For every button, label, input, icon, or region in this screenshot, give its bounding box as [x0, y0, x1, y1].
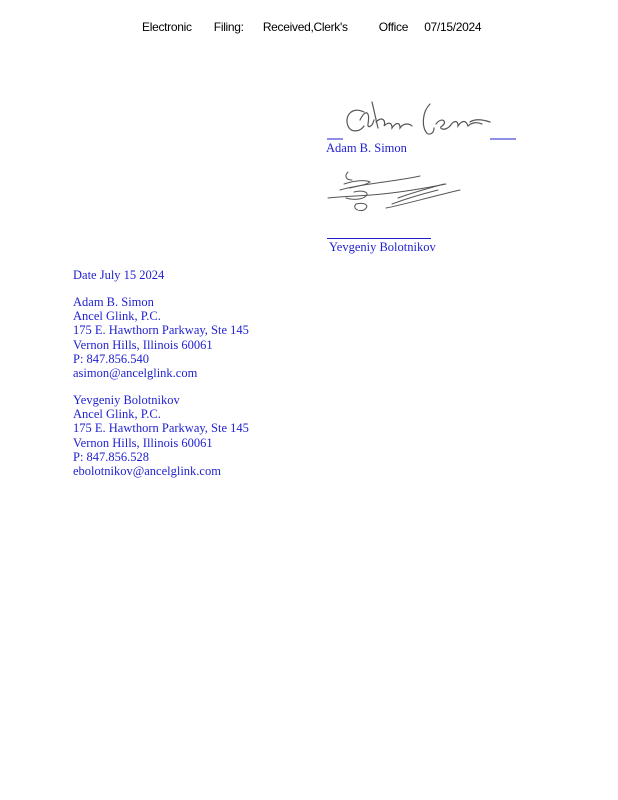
signature-adam-simon — [326, 98, 518, 142]
contact-phone: P: 847.856.528 — [73, 449, 150, 464]
stamp-word-office: Office — [378, 20, 409, 34]
filing-stamp — [142, 20, 481, 34]
signature-line-bolotnikov — [327, 238, 431, 239]
stamp-word-filing: Filing: — [213, 20, 244, 34]
contact-phone: P: 847.856.540 — [73, 351, 150, 366]
contact-block-adam-simon — [73, 295, 249, 380]
contact-city: Vernon Hills, Illinois 60061 — [73, 337, 213, 352]
signature-name-adam-simon: Adam B. Simon — [326, 141, 407, 155]
contact-address: 175 E. Hawthorn Parkway, Ste 145 — [73, 421, 249, 436]
contact-firm: Ancel Glink, P.C. — [73, 407, 161, 422]
contact-name: Yevgeniy Bolotnikov — [73, 393, 180, 407]
stamp-word-electronic: Electronic — [142, 20, 192, 34]
contact-address: 175 E. Hawthorn Parkway, Ste 145 — [73, 323, 249, 338]
contact-block-yevgeniy-bolotnikov — [73, 393, 249, 478]
signature-name-yevgeniy-bolotnikov: Yevgeniy Bolotnikov — [329, 240, 436, 254]
stamp-date: 07/15/2024 — [424, 20, 482, 34]
date-line: Date July 15 2024 — [73, 268, 165, 282]
contact-name: Adam B. Simon — [73, 295, 154, 309]
contact-city: Vernon Hills, Illinois 60061 — [73, 435, 213, 450]
signature-yevgeniy-bolotnikov — [326, 168, 464, 214]
stamp-word-received: Received,Clerk's — [262, 20, 348, 34]
contact-email[interactable]: asimon@ancelglink.com — [73, 365, 198, 380]
contact-email[interactable]: ebolotnikov@ancelglink.com — [73, 463, 221, 478]
contact-firm: Ancel Glink, P.C. — [73, 309, 161, 324]
